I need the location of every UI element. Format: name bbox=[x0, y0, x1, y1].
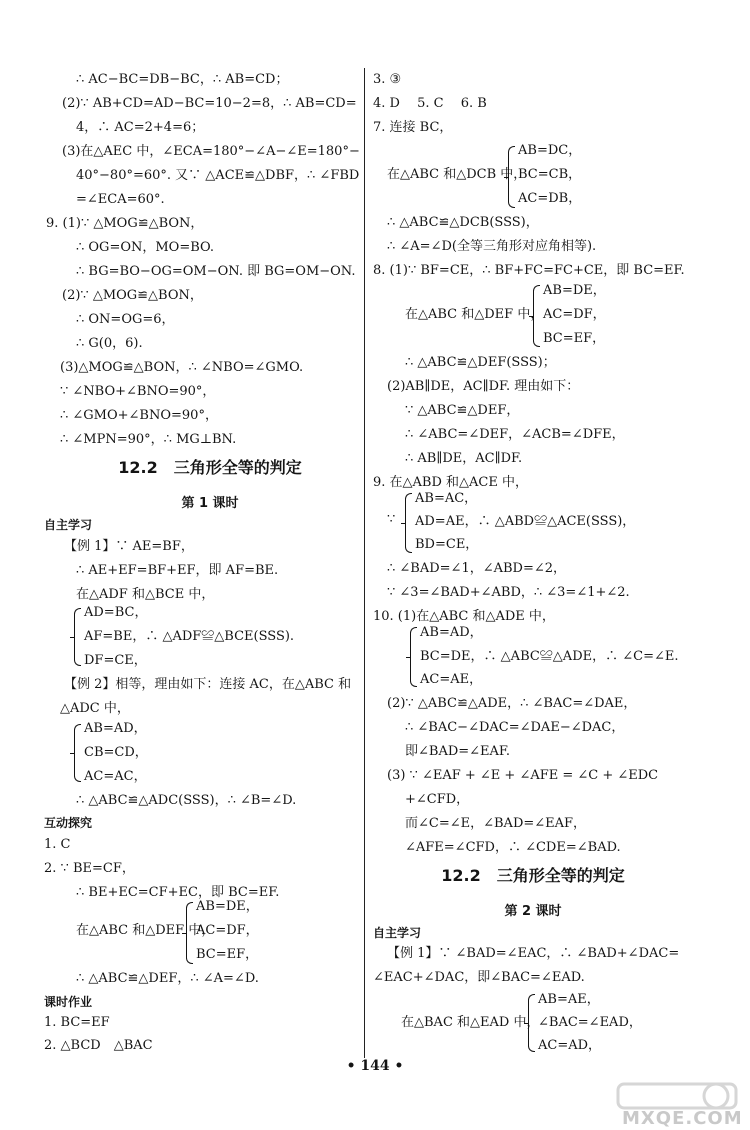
text-line: 在△ABC 和△DEF 中， bbox=[405, 307, 544, 322]
text-line: BC=CB， bbox=[518, 167, 582, 182]
text-line: 2. △BCD △BAC bbox=[44, 1038, 153, 1053]
text-line: 4，∴ AC=2+4=6； bbox=[76, 120, 205, 135]
text-line: AC=AC， bbox=[84, 769, 147, 784]
text-line: ∴ △ABC≌△ADC(SSS)，∴ ∠B=∠D. bbox=[76, 793, 297, 808]
text-line: BC=DE，∴ △ABC≌△ADE，∴ ∠C=∠E. bbox=[420, 649, 679, 664]
text-line: ∴ AB∥DE，AC∥DF. bbox=[405, 451, 523, 466]
text-line: (3) ∵ ∠EAF + ∠E + ∠AFE = ∠C + ∠EDC bbox=[387, 768, 659, 783]
text-line: DF=CE， bbox=[84, 653, 147, 668]
text-line: AD=AE，∴ △ABD≌△ACE(SSS)， bbox=[415, 514, 636, 529]
subsection-heading: 自主学习 bbox=[373, 926, 422, 940]
text-line: 1. BC=EF bbox=[44, 1015, 110, 1030]
text-line: AB=DC， bbox=[518, 143, 582, 158]
text-line: CB=CD， bbox=[84, 745, 148, 760]
brace bbox=[74, 608, 81, 666]
text-line: ∵ bbox=[387, 512, 396, 527]
text-line: 即∠BAD=∠EAF. bbox=[405, 744, 511, 759]
text-line: ∴ ∠ABC=∠DEF，∠ACB=∠DFE， bbox=[405, 427, 625, 442]
section-title: 12.2 三角形全等的判定 bbox=[118, 458, 302, 477]
text-line: (3)△MOG≌△BON，∴ ∠NBO=∠GMO. bbox=[60, 360, 304, 375]
text-line: ∴ BE+EC=CF+EC，即 BC=EF. bbox=[76, 885, 280, 900]
text-line: AC=DF， bbox=[196, 923, 259, 938]
subsection-heading: 课时作业 bbox=[44, 995, 93, 1009]
text-line: ∴ BG=BO−OG=OM−ON. 即 BG=OM−ON. bbox=[76, 264, 356, 279]
text-line: ∴ AC−BC=DB−BC，∴ AB=CD； bbox=[76, 72, 289, 87]
text-line: ∠BAC=∠EAD， bbox=[538, 1015, 642, 1030]
text-line: ∵ ∠3=∠BAD+∠ABD，∴ ∠3=∠1+∠2. bbox=[387, 585, 630, 600]
text-line: △ADC 中， bbox=[60, 701, 130, 716]
text-line: ∴ ∠BAC−∠DAC=∠DAE−∠DAC， bbox=[405, 720, 625, 735]
text-line: AB=AD， bbox=[420, 625, 483, 640]
section-title: 12.2 三角形全等的判定 bbox=[441, 866, 625, 885]
subsection-heading: 自主学习 bbox=[44, 518, 93, 532]
text-line: 3. ③ bbox=[373, 72, 402, 87]
text-line: 2. ∵ BE=CF， bbox=[44, 861, 135, 876]
text-line: 10. (1)在△ABC 和△ADE 中， bbox=[373, 609, 555, 624]
text-line: ∴ ON=OG=6， bbox=[76, 312, 175, 327]
text-line: 1. C bbox=[44, 837, 71, 852]
text-line: +∠CFD， bbox=[405, 792, 470, 807]
text-line: AB=AE， bbox=[538, 992, 600, 1007]
text-line: 而∠C=∠E，∠BAD=∠EAF， bbox=[405, 816, 587, 831]
text-line: AB=DE， bbox=[543, 283, 606, 298]
text-line: ∴ ∠GMO+∠BNO=90°， bbox=[60, 408, 218, 423]
text-line: ∠AFE=∠CFD，∴ ∠CDE=∠BAD. bbox=[405, 840, 621, 855]
text-line: AB=AC， bbox=[415, 491, 478, 506]
text-line: BC=EF， bbox=[543, 331, 606, 346]
text-line: 7. 连接 BC， bbox=[373, 120, 453, 135]
page-number: • 144 • bbox=[346, 1058, 404, 1074]
text-line: 在△ADF 和△BCE 中， bbox=[76, 587, 215, 602]
text-line: AC=AE， bbox=[420, 672, 483, 687]
text-line: 【例 2】相等，理由如下：连接 AC，在△ABC 和 bbox=[64, 677, 352, 692]
text-line: AC=DB， bbox=[518, 191, 582, 206]
text-line: AB=AD， bbox=[84, 721, 147, 736]
text-line: AC=AD， bbox=[538, 1038, 602, 1053]
text-line: 4. D 5. C 6. B bbox=[373, 96, 487, 111]
text-line: AD=BC， bbox=[84, 605, 148, 620]
text-line: 在△BAC 和△EAD 中， bbox=[401, 1015, 540, 1030]
text-line: ∴ △ABC≌△DEF，∴ ∠A=∠D. bbox=[76, 971, 259, 986]
text-line: ∴ ∠A=∠D(全等三角形对应角相等). bbox=[387, 239, 597, 254]
text-line: (3)在△AEC 中，∠ECA=180°−∠A−∠E=180°− bbox=[62, 144, 360, 159]
subsection-heading: 互动探究 bbox=[44, 816, 93, 830]
text-line: ∵ △ABC≌△DEF， bbox=[405, 403, 520, 418]
text-line: 在△ABC 和△DEF 中， bbox=[76, 923, 215, 938]
brace bbox=[405, 493, 412, 553]
text-line: =∠ECA=60°. bbox=[76, 192, 165, 207]
text-line: ∴ ∠MPN=90°，∴ MG⊥BN. bbox=[60, 432, 237, 447]
text-line: ∴ △ABC≌△DEF(SSS)； bbox=[405, 355, 556, 370]
text-line: ∴ AE+EF=BF+EF，即 AF=BE. bbox=[76, 563, 279, 578]
text-line: AB=DE， bbox=[196, 899, 259, 914]
text-line: ∴ △ABC≌△DCB(SSS)， bbox=[387, 215, 539, 230]
text-line: ∴ OG=ON，MO=BO. bbox=[76, 240, 215, 255]
text-line: 40°−80°=60°. 又∵ △ACE≌△DBF，∴ ∠FBD bbox=[76, 168, 360, 183]
text-line: 9. 在△ABD 和△ACE 中， bbox=[373, 475, 528, 490]
text-line: BC=EF， bbox=[196, 947, 259, 962]
text-line: BD=CE， bbox=[415, 537, 479, 552]
text-line: (2)AB∥DE，AC∥DF. 理由如下： bbox=[387, 379, 580, 394]
text-line: 9. (1)∵ △MOG≌△BON， bbox=[46, 216, 204, 231]
text-line: ∠EAC+∠DAC，即∠BAC=∠EAD. bbox=[373, 970, 585, 985]
text-line: (2)∵ AB+CD=AD−BC=10−2=8，∴ AB=CD= bbox=[62, 96, 357, 111]
text-line: 8. (1)∵ BF=CE，∴ BF+FC=FC+CE，即 BC=EF. bbox=[373, 263, 685, 278]
text-line: AC=DF， bbox=[543, 307, 606, 322]
text-line: (2)∵ △ABC≌△ADE，∴ ∠BAC=∠DAE， bbox=[387, 696, 637, 711]
lesson-title: 第 1 课时 bbox=[181, 496, 239, 511]
text-line: 【例 1】∵ ∠BAD=∠EAC，∴ ∠BAD+∠DAC= bbox=[387, 946, 680, 961]
text-line: 在△ABC 和△DCB 中， bbox=[387, 167, 527, 182]
lesson-title: 第 2 课时 bbox=[504, 904, 562, 919]
watermark-text: MXQE.COM bbox=[622, 1108, 743, 1129]
brace bbox=[410, 627, 417, 687]
text-line: ∴ ∠BAD=∠1，∠ABD=∠2， bbox=[387, 561, 567, 576]
text-line: (2)∵ △MOG≌△BON， bbox=[62, 288, 203, 303]
text-line: ∵ ∠NBO+∠BNO=90°， bbox=[60, 384, 216, 399]
text-line: ∴ G(0，6). bbox=[76, 336, 143, 351]
column-divider bbox=[364, 68, 365, 1058]
brace bbox=[74, 724, 81, 782]
text-line: AF=BE，∴ △ADF≌△BCE(SSS). bbox=[84, 629, 295, 644]
text-line: 【例 1】∵ AE=BF， bbox=[64, 539, 194, 554]
